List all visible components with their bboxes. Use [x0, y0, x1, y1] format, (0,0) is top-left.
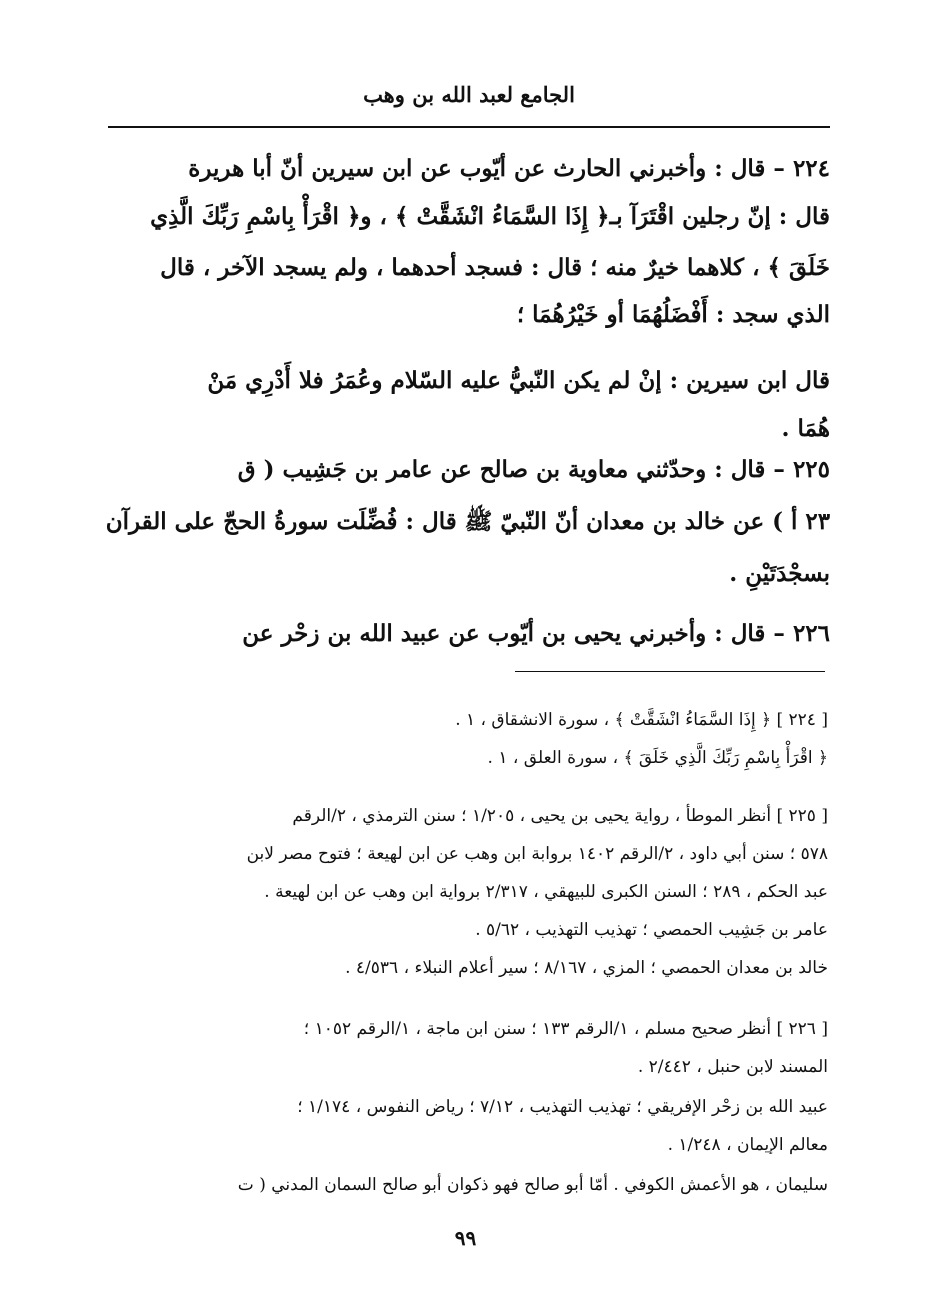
footnote-line: [ ٢٢٦ ] أنظر صحيح مسلم ، ١/الرقم ١٣٣ ؛ سنن ابن ماجة ، ١/الرقم ١٠٥٢ ؛: [303, 1019, 828, 1039]
footnote-line: [ ٢٢٤ ] ﴿ إِذَا السَّمَاءُ انْشَقَّتْ ﴾ ، سورة الانشقاق ، ١ .: [455, 710, 828, 730]
footnote-line: عامر بن جَشِيب الحمصي ؛ تهذيب التهذيب ، ٥/٦٢ .: [475, 920, 828, 940]
footnote-line: ٥٧٨ ؛ سنن أبي داود ، ٢/الرقم ١٤٠٢ بروابة ابن وهب عن ابن لهيعة ؛ فتوح مصر لابن: [246, 844, 828, 864]
header-divider: [108, 126, 830, 128]
footnote-line: المسند لابن حنبل ، ٢/٤٤٢ .: [637, 1057, 828, 1077]
main-text-line: هُمَا .: [781, 415, 830, 442]
main-text-line: ٢٢٦ – قال : وأخبرني يحيى بن أيّوب عن عبيد الله بن زحْر عن: [242, 620, 830, 647]
footnote-line: سليمان ، هو الأعمش الكوفي . أمّا أبو صالح فهو ذكوان أبو صالح السمان المدني ( ت: [237, 1175, 828, 1195]
main-text-line: ٢٣ أ ) عن خالد بن معدان أنّ النّبيّ ﷺ قال : فُضِّلَت سورةُ الحجّ على القرآن: [105, 508, 830, 535]
footnote-line: [ ٢٢٥ ] أنظر الموطأ ، رواية يحيى بن يحيى ، ١/٢٠٥ ؛ سنن الترمذي ، ٢/الرقم: [292, 806, 828, 826]
main-text-line: بسجْدَتَيْنِ .: [729, 560, 830, 587]
footnote-divider: [515, 671, 825, 672]
footnote-line: خالد بن معدان الحمصي ؛ المزي ، ٨/١٦٧ ؛ سير أعلام النبلاء ، ٤/٥٣٦ .: [345, 958, 828, 978]
footnote-line: معالم الإيمان ، ١/٢٤٨ .: [667, 1135, 828, 1155]
footnote-line: عبد الحكم ، ٢٨٩ ؛ السنن الكبرى للبيهقي ، ٢/٣١٧ برواية ابن وهب عن ابن لهيعة .: [264, 882, 828, 902]
main-text-line: الذي سجد : أَفْضَلُهُمَا أو خَيْرُهُمَا ؛: [516, 301, 830, 328]
main-text-line: ٢٢٥ – قال : وحدّثني معاوية بن صالح عن عامر بن جَشِيب ( ق: [237, 456, 830, 483]
main-text-line: قال ابن سيرين : إنْ لم يكن النّبيُّ عليه السّلام وعُمَرُ فلا أَدْرِي مَنْ: [207, 367, 830, 394]
running-header-title: الجامع لعبد الله بن وهب: [363, 82, 575, 107]
page-number: ٩٩: [454, 1226, 477, 1250]
footnote-line: ﴿ اقْرَأْ بِاسْمِ رَبِّكَ الَّذِي خَلَقَ ﴾ ، سورة العلق ، ١ .: [487, 748, 828, 768]
footnote-line: عبيد الله بن زحْر الإفريقي ؛ تهذيب التهذيب ، ٧/١٢ ؛ رياض النفوس ، ١/١٧٤ ؛: [297, 1097, 828, 1117]
main-text-line: خَلَقَ ﴾ ، كلاهما خيرٌ منه ؛ قال : فسجد أحدهما ، ولم يسجد الآخر ، قال: [160, 254, 830, 281]
main-text-line: ٢٢٤ – قال : وأخبرني الحارث عن أيّوب عن ابن سيرين أنّ أبا هريرة: [188, 155, 830, 182]
main-text-line: قال : إنّ رجلين اقْتَرَآ بـ﴿ إِذَا السَّمَاءُ انْشَقَّتْ ﴾ ، و﴿ اقْرَأْ بِاسْمِ رَبِّكَ الَّذِي: [150, 203, 830, 230]
